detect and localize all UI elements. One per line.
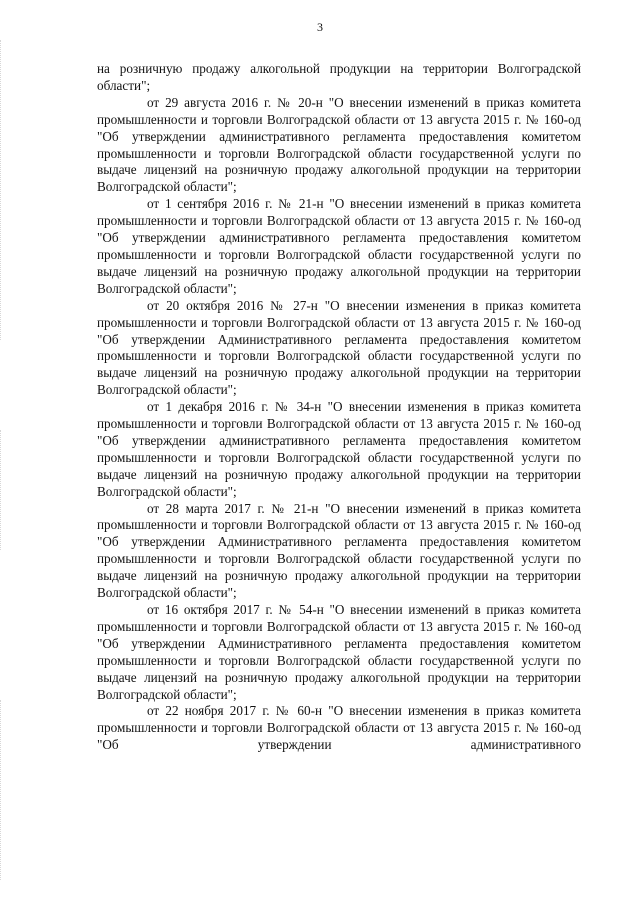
paragraph-order-16-oct-2017: от 16 октября 2017 г. № 54-н "О внесении изменений в приказ комитета промышленности и торговли Волгоградской области от 13 августа 2015 г. № 160-од "Об утверждении Административного регламента предоставления комитетом промышленности и торговли Волгоградской области государственной услуги по выдаче лицензий на розничную продажу алкогольной продукции на территории Волгоградской области"; (97, 602, 581, 702)
paragraph-continuation: на розничную продажу алкогольной продукции на территории Волгоградской области"; (97, 61, 581, 93)
paragraph-order-1-sep-2016: от 1 сентября 2016 г. № 21-н "О внесении изменений в приказ комитета промышленности и торговли Волгоградской области от 13 августа 2015 г. № 160-од "Об утверждении административного регламента предоставления комитетом промышленности и торговли Волгоградской области государственной услуги по выдаче лицензий на розничную продажу алкогольной продукции на территории Волгоградской области"; (97, 196, 581, 296)
document-body (97, 61, 581, 754)
paragraph-order-20-oct-2016: от 20 октября 2016 № 27-н "О внесении изменения в приказ комитета промышленности и торговли Волгоградской области от 13 августа 2015 г. № 160-од "Об утверждении Административного регламента предоставления комитетом промышленности и торговли Волгоградской области государственной услуги по выдаче лицензий на розничную продажу алкогольной продукции на территории Волгоградской области"; (97, 297, 581, 398)
paragraph-order-22-nov-2017: от 22 ноября 2017 г. № 60-н "О внесении изменения в приказ комитета промышленности и торговли Волгоградской области от 13 августа 2015 г. № 160-од "Об утверждении административного (97, 703, 581, 753)
paragraph-order-1-dec-2016: от 1 декабря 2016 г. № 34-н "О внесении изменения в приказ комитета промышленности и торговли Волгоградской области от 13 августа 2015 г. № 160-од "Об утверждении административного регламента предоставления комитетом промышленности и торговли Волгоградской области государственной услуги по выдаче лицензий на розничную продажу алкогольной продукции на территории Волгоградской области"; (97, 399, 581, 499)
scan-margin-mark (0, 40, 15, 340)
paragraph-order-29-aug-2016: от 29 августа 2016 г. № 20-н "О внесении изменений в приказ комитета промышленности и торговли Волгоградской области от 13 августа 2015 г. № 160-од "Об утверждении административного регламента предоставления комитетом промышленности и торговли Волгоградской области государственной услуги по выдаче лицензий на розничную продажу алкогольной продукции на территории Волгоградской области"; (97, 94, 581, 195)
scan-margin-mark (0, 700, 15, 880)
paragraph-order-28-mar-2017: от 28 марта 2017 г. № 21-н "О внесении изменений в приказ комитета промышленности и торговли Волгоградской области от 13 августа 2015 г. № 160-од "Об утверждении Административного регламента предоставления комитетом промышленности и торговли Волгоградской области государственной услуги по выдаче лицензий на розничную продажу алкогольной продукции на территории Волгоградской области"; (97, 500, 581, 601)
scan-margin-mark (0, 430, 15, 550)
page-number: 3 (317, 20, 323, 34)
